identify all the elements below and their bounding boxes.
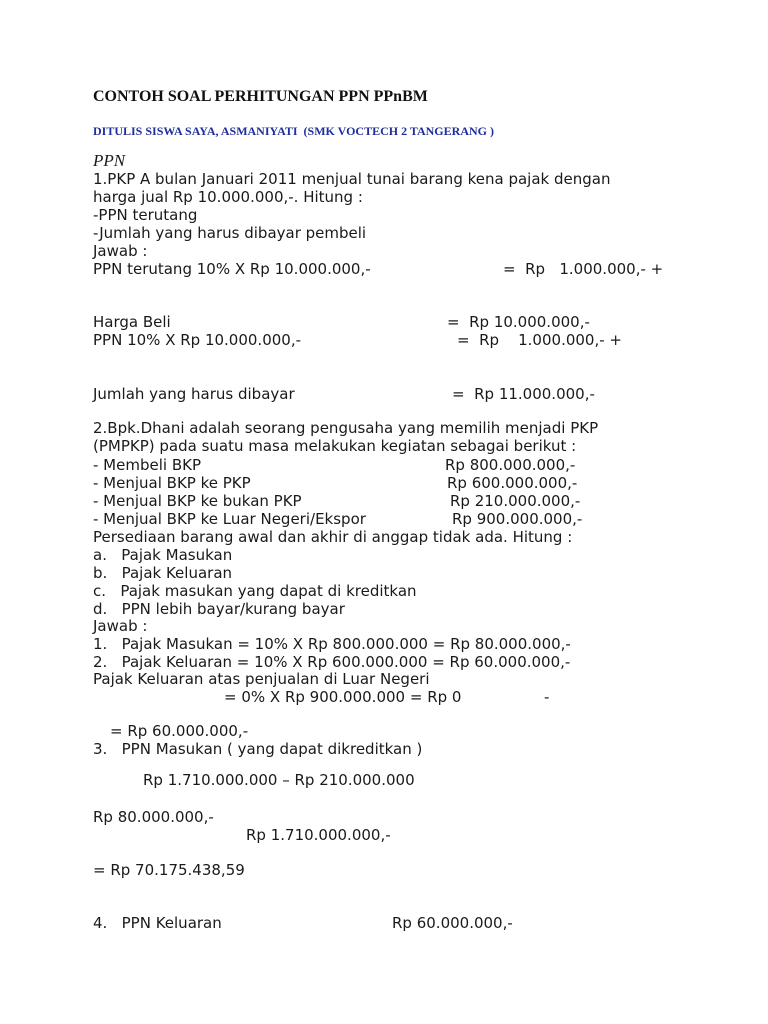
activity-label: - Menjual BKP ke Luar Negeri/Ekspor (93, 510, 366, 528)
author-subtitle: DITULIS SISWA SAYA, ASMANIYATI (SMK VOCTECH 2 TANGERANG ) (93, 124, 494, 138)
export-calc: = 0% X Rp 900.000.000 = Rp 0 (224, 688, 462, 706)
answer-3-result: = Rp 70.175.438,59 (93, 861, 245, 879)
answer-3-denominator: Rp 1.710.000.000,- (246, 826, 391, 844)
problem1-calc3-label: PPN 10% X Rp 10.000.000,- (93, 331, 302, 349)
problem1-item1: -PPN terutang (93, 206, 198, 224)
question-item: c. Pajak masukan yang dapat di kreditkan (93, 582, 417, 600)
activity-value: Rp 800.000.000,- (445, 456, 576, 474)
activity-value: Rp 210.000.000,- (450, 492, 581, 510)
answer-4-value: Rp 60.000.000,- (392, 914, 513, 932)
answer-2: 2. Pajak Keluaran = 10% X Rp 600.000.000 = Rp 60.000.000,- (93, 653, 571, 671)
problem1-calc3-value: = Rp 1.000.000,- + (457, 331, 622, 349)
question-item: b. Pajak Keluaran (93, 564, 233, 582)
page-title: CONTOH SOAL PERHITUNGAN PPN PPnBM (93, 88, 428, 105)
answer-3-multiplier: Rp 80.000.000,- (93, 808, 214, 826)
problem2-line1: 2.Bpk.Dhani adalah seorang pengusaha yang memilih menjadi PKP (93, 419, 599, 437)
question-item: d. PPN lebih bayar/kurang bayar (93, 600, 345, 618)
problem1-calc1-value: = Rp 1.000.000,- + (503, 260, 664, 278)
problem1-calc1-label: PPN terutang 10% X Rp 10.000.000,- (93, 260, 371, 278)
problem1-total-value: = Rp 11.000.000,- (452, 385, 595, 403)
problem2-line2: (PMPKP) pada suatu masa melakukan kegiatan sebagai berikut : (93, 437, 577, 455)
activity-label: - Menjual BKP ke bukan PKP (93, 492, 302, 510)
problem2-assumption: Persediaan barang awal dan akhir di anggap tidak ada. Hitung : (93, 528, 573, 546)
problem1-calc2-label: Harga Beli (93, 313, 171, 331)
problem1-answer-label: Jawab : (93, 242, 148, 260)
activity-value: Rp 600.000.000,- (447, 474, 578, 492)
problem1-total-label: Jumlah yang harus dibayar (93, 385, 295, 403)
answer-1: 1. Pajak Masukan = 10% X Rp 800.000.000 = Rp 80.000.000,- (93, 635, 571, 653)
question-item: a. Pajak Masukan (93, 546, 233, 564)
activity-label: - Membeli BKP (93, 456, 201, 474)
problem1-item2: -Jumlah yang harus dibayar pembeli (93, 224, 367, 242)
export-dash: - (544, 688, 550, 706)
answer-3-numerator: Rp 1.710.000.000 – Rp 210.000.000 (143, 771, 415, 789)
section-heading: PPN (93, 151, 126, 170)
problem2-answer-label: Jawab : (93, 617, 148, 635)
export-label: Pajak Keluaran atas penjualan di Luar Negeri (93, 670, 430, 688)
activity-value: Rp 900.000.000,- (452, 510, 583, 528)
problem1-calc2-value: = Rp 10.000.000,- (447, 313, 590, 331)
activity-label: - Menjual BKP ke PKP (93, 474, 251, 492)
problem1-line1: 1.PKP A bulan Januari 2011 menjual tunai barang kena pajak dengan (93, 170, 611, 188)
answer-4-label: 4. PPN Keluaran (93, 914, 222, 932)
answer-3: 3. PPN Masukan ( yang dapat dikreditkan ) (93, 740, 423, 758)
problem1-line2: harga jual Rp 10.000.000,-. Hitung : (93, 188, 363, 206)
export-total: = Rp 60.000.000,- (110, 722, 249, 740)
